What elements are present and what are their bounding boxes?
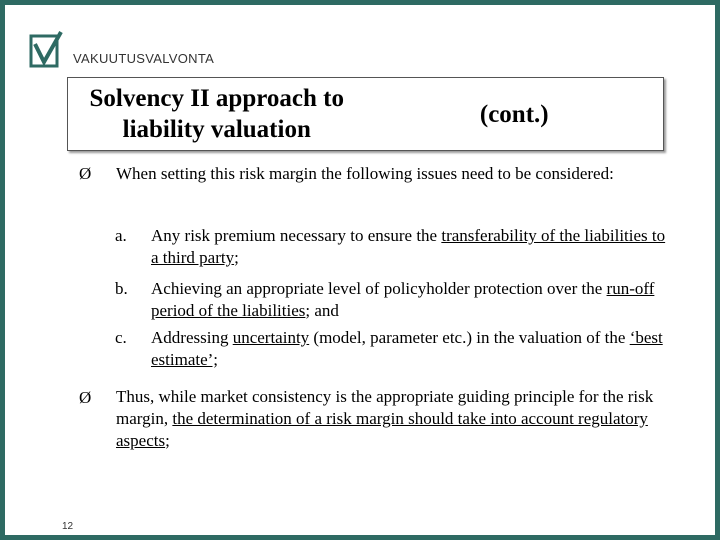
bullet-text-1: When setting this risk margin the following issues need to be considered:	[116, 164, 614, 183]
subitem-c-underlined-2: ‘best estimate’;	[151, 328, 663, 369]
arrowhead-bullet-icon: Ø	[79, 164, 92, 183]
subitem-label-b: b.	[115, 279, 128, 298]
checkmark-box-logo-icon	[29, 30, 63, 68]
arrowhead-bullet-icon: Ø	[79, 388, 92, 407]
bullet-text-2	[116, 386, 676, 452]
brand-name: VAKUUTUSVALVONTA	[73, 51, 215, 66]
slide-title	[67, 77, 664, 151]
subitem-text-a	[151, 225, 671, 269]
subitem-a-pre: Any risk premium necessary to ensure the	[151, 226, 442, 245]
bullet-2-post: ;	[165, 431, 170, 450]
subitem-label-a: a.	[115, 226, 127, 245]
subitem-c-mid: (model, parameter etc.) in the valuation of the	[309, 328, 630, 347]
subitem-text-c	[151, 327, 671, 371]
subitem-label-c: c.	[115, 328, 127, 347]
bullet-2-pre: Thus, while market consistency is the appropriate guiding principle for the risk margin,	[116, 387, 654, 428]
subitem-b-underlined: run-off period of the liabilities	[151, 279, 655, 320]
subitem-c-underlined: uncertainty	[232, 328, 310, 347]
bullet-2-underlined: the determination of a risk margin should take into account regulatory aspects	[116, 409, 648, 450]
subitem-a-underlined: transferability of the liabilities to a third party	[151, 226, 666, 267]
page-number: 12	[62, 521, 74, 532]
subitem-b-post: ; and	[305, 301, 339, 320]
subitem-text-b	[151, 278, 671, 322]
subitem-b-pre: Achieving an appropriate level of policyholder protection over the	[151, 279, 607, 298]
title-line-2: (cont.)	[479, 100, 549, 128]
title-line-1: Solvency II approach to liability valuation	[89, 85, 344, 143]
subitem-a-post: ;	[234, 248, 239, 267]
subitem-c-pre: Addressing	[151, 328, 233, 347]
